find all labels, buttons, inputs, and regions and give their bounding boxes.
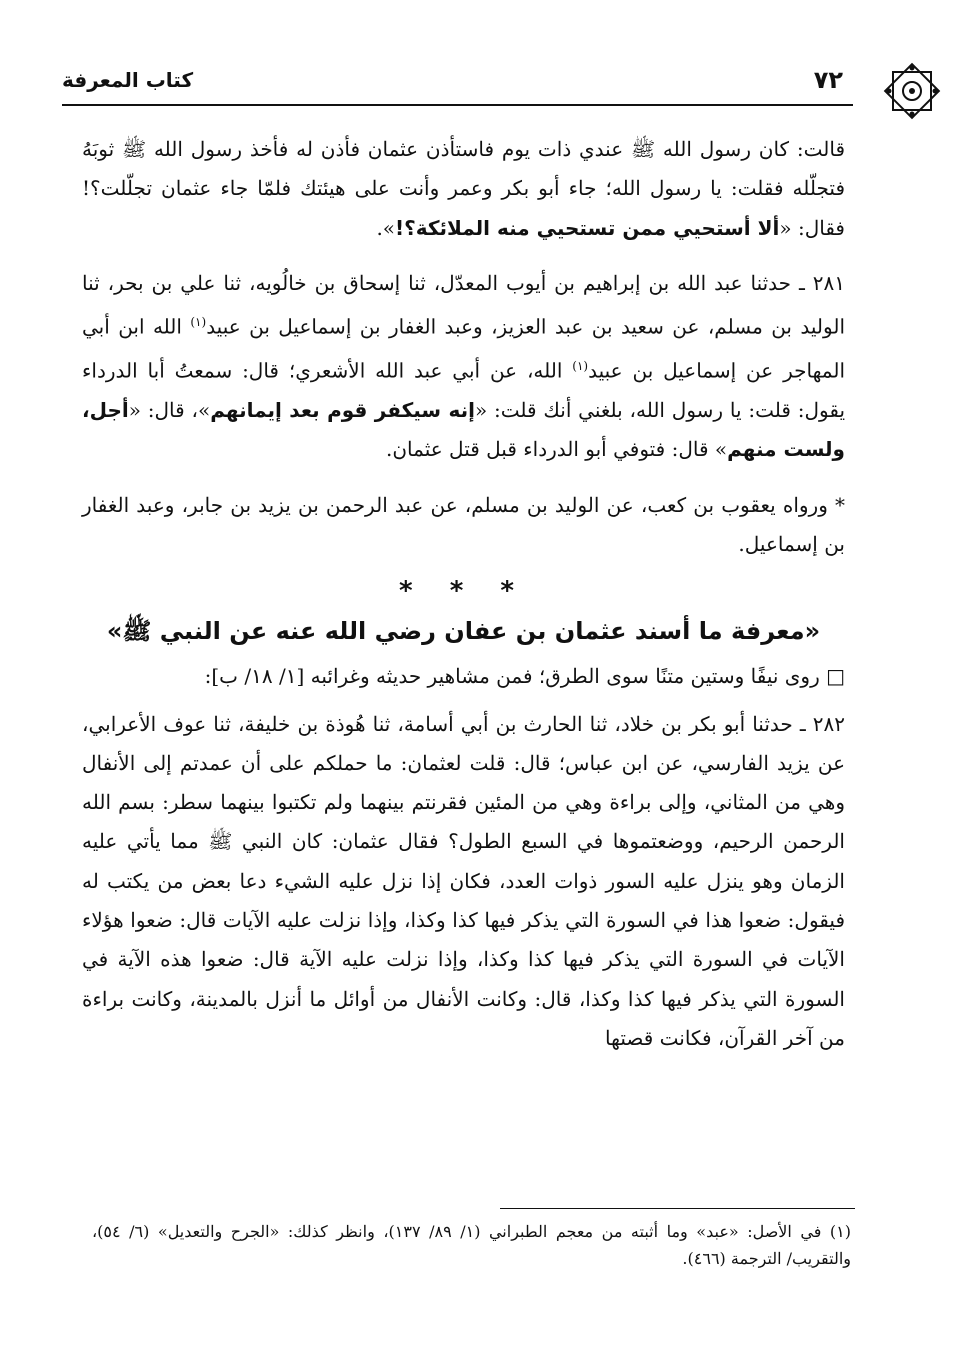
footnotes [92,1218,851,1272]
text-run: الله ابن أبي المهاجر عن إسماعيل بن عبيد [82,314,845,383]
quoted-saying: ألا أستحيي ممن تستحيي منه الملائكة؟! [395,215,780,240]
text-run: »، قال: « [128,398,211,423]
header-rule [62,104,853,106]
text-run: ». [376,215,396,240]
footnote-rule [500,1208,855,1209]
paragraph-hadith-continuation [82,130,845,248]
paragraph-intro: □ روى نيفًا وستين متنًا سوى الطرق؛ فمن مشاهير حديثه وغرائبه [١/ ١٨/ ب]: [204,664,845,689]
paragraph-note: * ورواه يعقوب بن كعب، عن الوليد بن مسلم، عن عبد الرحمن بن يزيد بن جابر، وعبد الغفار بن إسماعيل. [82,492,845,556]
quoted-saying: إنه سيكفر قوم بعد إيمانهم [210,398,475,423]
page-header [62,62,863,102]
paragraph-gap [82,470,845,486]
text-run: الله، عن أبي عبد الله الأشعري؛ قال: سمعتُ أبا الدرداء يقول: قلت: يا رسول الله، بلغني أنك قلت: « [82,358,846,423]
footnote-1: (١) في الأصل: «عبد» وما أثبته من معجم الطبراني (١/ ٨٩/ ١٣٧)، وانظر كذلك: «الجرح والتعديل» (٦/ ٥٤)، والتقريب/ الترجمة (٤٦٦). [92,1222,851,1268]
text-run: » قال: فتوفي أبو الدرداء قبل قتل عثمان. [386,437,728,462]
text-run: قالت: كان رسول الله ﷺ عندي ذات يوم فاستأذن عثمان فأذن له فأخذ رسول الله ﷺ ثوبَهُ فتجلّله فقلت: يا رسول الله؛ جاء أبو بكر وعمر وأنت على هيئتك فلمّا جاء عثمان تجلّلت؟! فقال: « [82,137,845,240]
paragraph-gap [82,248,845,264]
quoted-saying: أجل، ولست منهم [82,398,845,462]
paragraph-gap [82,697,845,705]
main-text [82,130,845,1058]
footnote-marker[interactable]: (١) [572,359,589,374]
octagram-ornament-icon [881,60,943,122]
footnote-marker[interactable]: (١) [190,315,207,330]
running-title: كتاب المعرفة [62,68,194,92]
section-heading: «معرفة ما أسند عثمان بن عفان رضي الله عنه عن النبي ﷺ» [106,617,821,646]
text-run: ٢٨١ ـ حدثنا عبد الله بن إبراهيم بن أيوب المعدّل، ثنا إسحاق بن خالُويه، ثنا علي بن بحر، ثنا الوليد بن مسلم، عن سعيد بن عبد العزيز، وعبد الغفار بن إسماعيل بن عبيد [82,270,845,339]
section-divider-stars: * * * [399,576,528,607]
paragraph-hadith-281 [82,264,845,470]
page-number: ٧٢ [813,66,843,94]
paragraph-hadith-282: ٢٨٢ ـ حدثنا أبو بكر بن خلاد، ثنا الحارث بن أبي أسامة، ثنا هُوذة بن خليفة، ثنا عوف الأعرابي، عن يزيد الفارسي، عن ابن عباس؛ قال: قلت لعثمان: ما حملكم على أن عمدتم إلى الأنفال وهي من المثاني، وإلى براءة وهي من المئين فقرنتم بينهما ولم تكتبوا بينهما سطر: بسم الله الرحمن الرحيم، ووضعتموها في السبع الطول؟ فقال عثمان: كان النبي ﷺ مما يأتي عليه الزمان وهو ينزل عليه السور ذوات العدد، فكان إذا نزل عليه الشيء دعا بعض من يكتب له فيقول: ضعوا هذا في السورة التي يذكر فيها كذا وكذا، وإذا نزلت عليه الآيات قال: ضعوا هؤلاء الآيات في السورة التي يذكر فيها كذا وكذا، وإذا نزلت عليه الآية قال: ضعوا هذه الآية في السورة التي يذكر فيها كذا وكذا، قال: وكانت الأنفال من أوائل ما أنزل بالمدينة، وكانت براءة من آخر القرآن، فكانت قصتها [82,711,845,1050]
